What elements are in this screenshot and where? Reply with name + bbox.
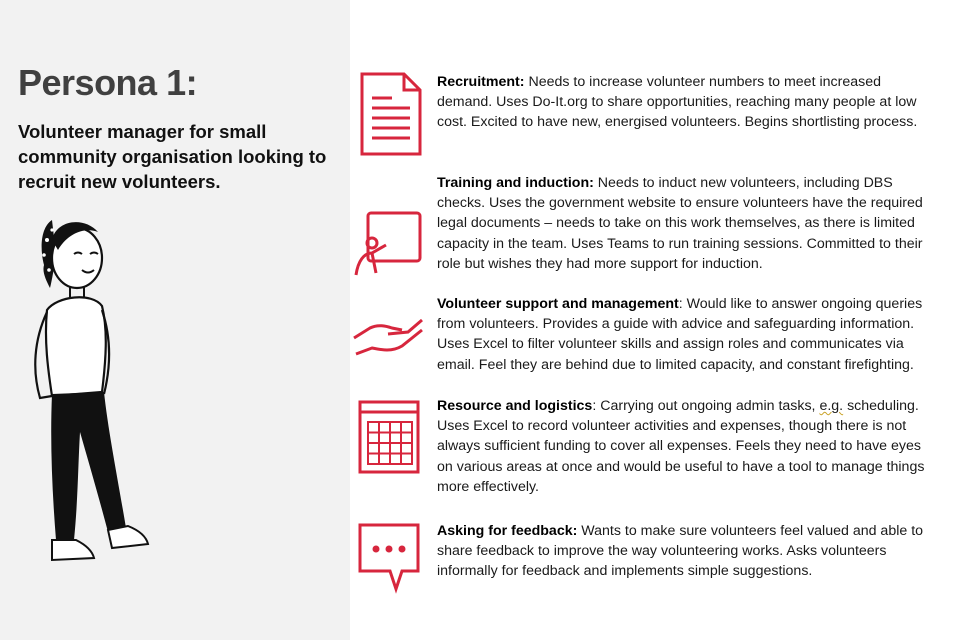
person-illustration xyxy=(22,210,162,570)
spellcheck-flagged-text: e.g. xyxy=(819,398,844,414)
helping-hand-icon xyxy=(352,294,428,374)
section-body: Needs to increase volunteer numbers to meet increased demand. Uses Do-It.org to share opportunities, reaching many people at low cost. Excited to have new, energised volunteers. Begins shortlisting process. xyxy=(437,74,918,131)
section-body-after: scheduling. Uses Excel to record volunteer activities and expenses, though there is not always sufficient funding to cover all expenses. Feels they need to have eyes on various areas at once and would be useful to have a tool to manage things more effectively. xyxy=(437,398,925,495)
section-text xyxy=(437,521,932,582)
section-heading: Resource and logistics xyxy=(437,398,593,414)
section-heading: Asking for feedback: xyxy=(437,523,578,539)
calendar-icon xyxy=(352,396,428,480)
section-text xyxy=(437,396,932,497)
section-body-before: : Carrying out ongoing admin tasks, xyxy=(592,398,820,414)
section-text xyxy=(437,173,932,274)
section-text xyxy=(437,294,932,375)
section-heading: Training and induction: xyxy=(437,175,594,191)
section-heading: Recruitment: xyxy=(437,74,525,90)
persona-title: Persona 1: xyxy=(18,62,198,103)
persona-panel xyxy=(0,0,350,640)
section-text xyxy=(437,72,932,133)
section-heading: Volunteer support and management xyxy=(437,296,679,312)
section-body: Needs to induct new volunteers, including DBS checks. Uses the government website to ensure volunteers have the required legal documents – needs to take on this work themselves, as there is limited capacity in the team. Uses Teams to run training sessions. Committed to their role but wishes they had more support for induction. xyxy=(437,175,923,272)
speech-bubble-icon xyxy=(352,521,428,597)
document-icon xyxy=(352,72,428,158)
section-body: : Would like to answer ongoing queries from volunteers. Provides a guide with advice and safeguarding information. Uses Excel to filter volunteer skills and assign roles and communicates via email. Feel they are behind due to limited capacity, and constant firefighting. xyxy=(437,296,923,373)
section-body: Wants to make sure volunteers feel valued and able to share feedback to improve the way volunteering works. Asks volunteers informally for feedback and implements simple suggestions. xyxy=(437,523,924,580)
presentation-board-icon xyxy=(352,173,428,283)
persona-description: Volunteer manager for small community organisation looking to recruit new volunteers. xyxy=(18,121,327,192)
